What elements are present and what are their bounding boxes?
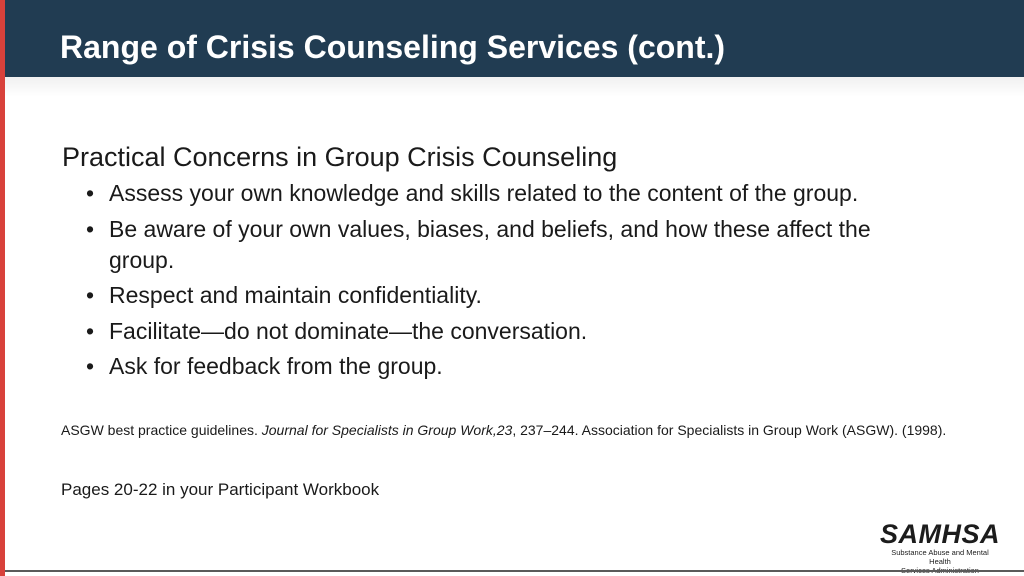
- bullet-item: [86, 178, 966, 209]
- bullet-dot: •: [86, 215, 95, 242]
- bullet-item: [86, 351, 966, 382]
- citation-journal: Journal for Specialists in Group Work,: [261, 422, 497, 438]
- bullet-dot: •: [86, 282, 95, 308]
- citation-suffix: , 237–244. Association for Specialists in Group Work (ASGW). (1998).: [512, 422, 947, 438]
- bullet-dot: •: [86, 180, 95, 206]
- bullet-dot: •: [86, 353, 95, 379]
- samhsa-logo: [880, 520, 1000, 570]
- bottom-rule: [5, 570, 1024, 572]
- header-shadow: [5, 77, 1024, 97]
- citation-prefix: ASGW best practice guidelines.: [61, 422, 262, 438]
- bullet-item: [86, 280, 966, 311]
- bullet-list: [86, 178, 966, 387]
- bullet-text: Facilitate—do not dominate—the conversation.: [109, 317, 588, 344]
- workbook-pages-note: Pages 20-22 in your Participant Workbook: [61, 480, 380, 499]
- bullet-text: Respect and maintain confidentiality.: [109, 282, 482, 308]
- slide-title: Range of Crisis Counseling Services (cont.): [60, 29, 726, 65]
- content-heading: Practical Concerns in Group Crisis Counseling: [62, 142, 618, 172]
- bullet-item: [86, 316, 966, 347]
- bullet-dot: •: [86, 317, 95, 344]
- bullet-text: Ask for feedback from the group.: [109, 353, 443, 379]
- logo-wordmark: SAMHSA: [880, 519, 1001, 549]
- bullet-text: Be aware of your own values, biases, and beliefs, and how these affect the group.: [109, 215, 871, 273]
- bullet-text: Assess your own knowledge and skills related to the content of the group.: [109, 180, 859, 206]
- citation-volume: 23: [496, 422, 513, 438]
- logo-subtitle-line1: Substance Abuse and Mental Health: [891, 548, 989, 566]
- citation: [61, 420, 946, 440]
- bullet-item: [86, 214, 929, 276]
